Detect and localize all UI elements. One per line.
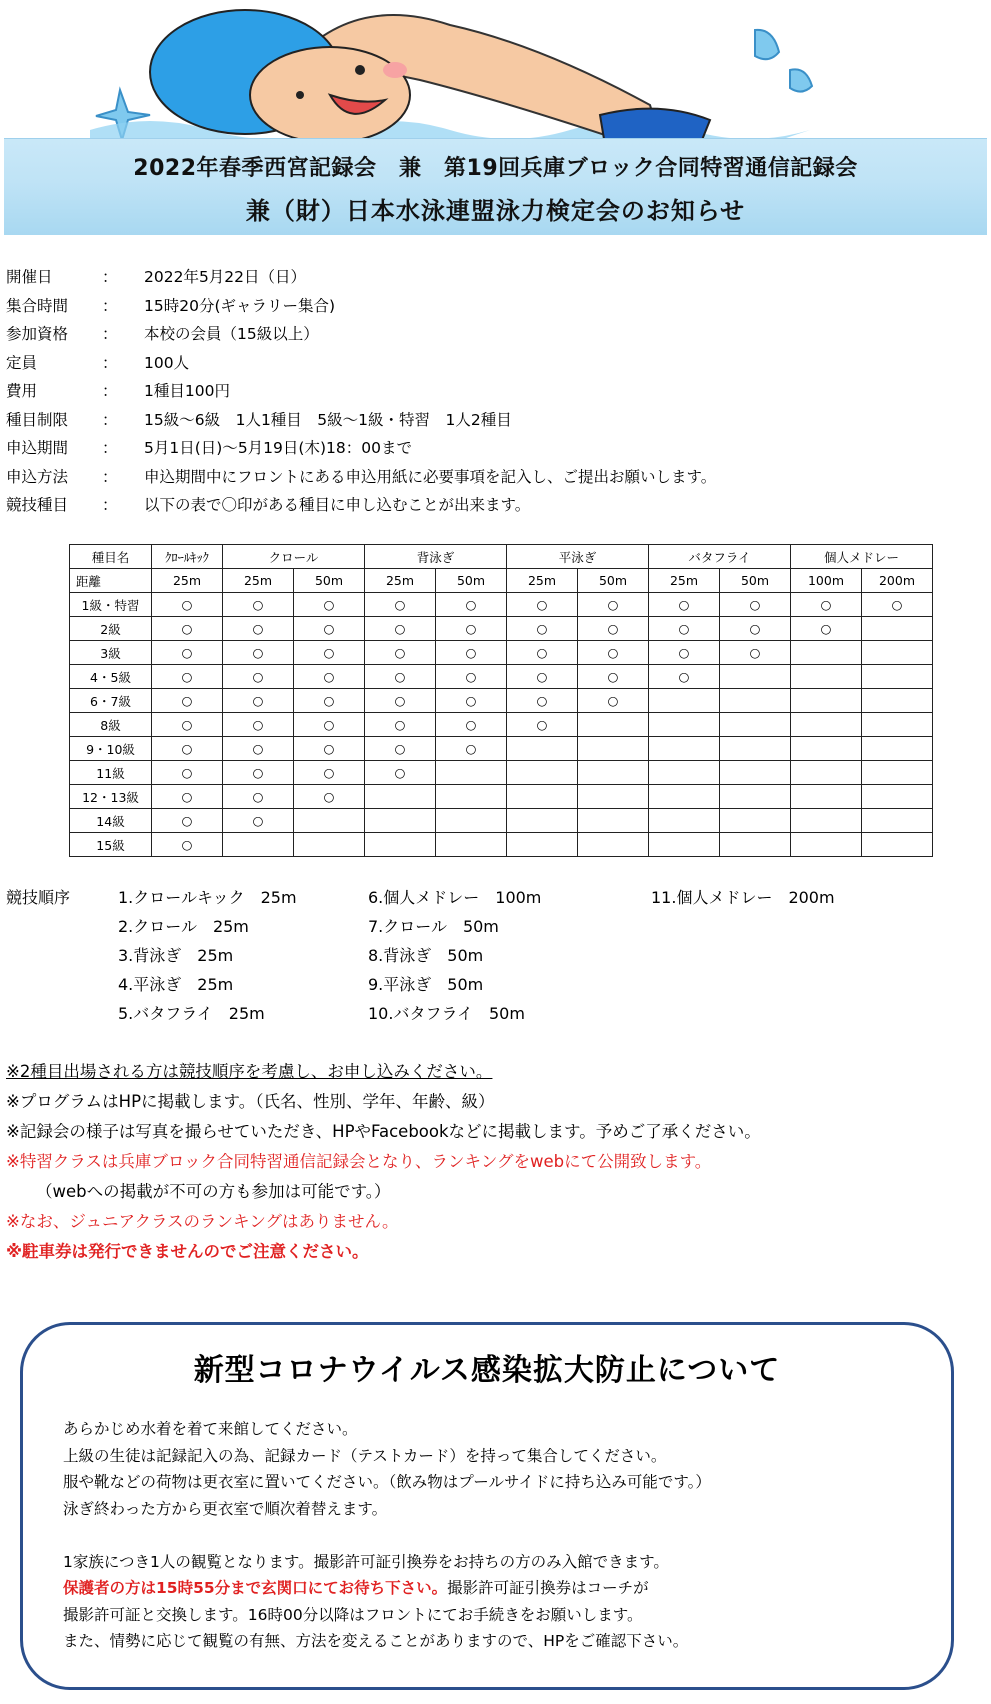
mark-cell: ○ [223,713,294,737]
note-line [6,1178,761,1208]
order-column-3 [651,885,835,914]
info-value: 以下の表で〇印がある種目に申し込むことが出来ます。 [144,496,531,515]
mark-cell [365,809,436,833]
mark-cell [720,785,791,809]
mark-cell [862,641,933,665]
mark-cell [507,761,578,785]
mark-cell: ○ [294,785,365,809]
info-key: 定員 [6,353,38,372]
mark-cell: ○ [152,785,223,809]
stroke-header: クロール [223,545,365,569]
covid-line-rest: 撮影許可証引換券はコーチが [447,1579,649,1597]
note-line [6,1148,761,1178]
info-row [6,433,716,462]
mark-cell [649,737,720,761]
mark-cell [720,809,791,833]
mark-cell [649,713,720,737]
mark-cell: ○ [152,737,223,761]
info-value: 申込期間中にフロントにある申込用紙に必要事項を記入し、ご提出お願いします。 [144,467,717,486]
mark-cell [649,833,720,857]
grade-cell: 14級 [70,809,152,833]
info-row [6,405,716,434]
distance-header: 25m [507,569,578,593]
note-line [6,1208,761,1238]
mark-cell: ○ [436,713,507,737]
mark-cell [649,689,720,713]
info-colon: ： [102,410,118,429]
mark-cell [578,761,649,785]
mark-cell: ○ [294,761,365,785]
mark-cell: ○ [223,809,294,833]
mark-cell: ○ [294,617,365,641]
info-row [6,319,716,348]
info-value: 15級～6級 1人1種目 5級～1級・特習 1人2種目 [144,410,512,429]
mark-cell: ○ [507,689,578,713]
mark-cell: ○ [365,689,436,713]
mark-cell [578,713,649,737]
order-label: 競技順序 [6,888,71,907]
mark-cell: ○ [649,617,720,641]
notes-list [6,1058,761,1268]
mark-cell [862,833,933,857]
mark-cell: ○ [436,593,507,617]
table-row [70,665,933,689]
mark-cell: ○ [294,641,365,665]
mark-cell: ○ [365,593,436,617]
mark-cell: ○ [223,785,294,809]
table-row [70,737,933,761]
distance-header: 50m [294,569,365,593]
mark-cell: ○ [578,593,649,617]
mark-cell [436,833,507,857]
mark-cell: ○ [365,737,436,761]
order-item: 2.クロール 25m [118,917,249,936]
mark-cell [791,833,862,857]
stroke-header: 背泳ぎ [365,545,507,569]
table-row [70,689,933,713]
mark-cell [791,713,862,737]
mark-cell [862,617,933,641]
info-value: 1種目100円 [144,382,230,401]
note-line [6,1058,761,1088]
note-text: （webへの掲載が不可の方も参加は可能です。） [36,1182,391,1201]
mark-cell [862,665,933,689]
mark-cell: ○ [365,641,436,665]
order-item: 11.個人メドレー 200m [651,888,835,907]
info-value: 15時20分(ギャラリー集合) [144,296,336,315]
mark-cell [791,785,862,809]
distance-header: 25m [152,569,223,593]
info-row [6,462,716,491]
order-item: 9.平泳ぎ 50m [368,975,484,994]
info-row [6,490,716,519]
mark-cell: ○ [649,665,720,689]
mark-cell: ○ [507,593,578,617]
mark-cell [720,737,791,761]
title-banner [4,138,987,235]
mark-cell: ○ [578,689,649,713]
mark-cell [791,689,862,713]
mark-cell [720,713,791,737]
info-key: 集合時間 [6,296,69,315]
distance-header: 25m [649,569,720,593]
mark-cell [649,761,720,785]
mark-cell [436,785,507,809]
note-text: ※駐車券は発行できませんのでご注意ください。 [6,1242,369,1261]
mark-cell: ○ [152,617,223,641]
mark-cell [365,785,436,809]
order-item: 4.平泳ぎ 25m [118,975,234,994]
info-colon: ： [102,268,118,287]
mark-cell: ○ [294,593,365,617]
grade-cell: 3級 [70,641,152,665]
stroke-header: 平泳ぎ [507,545,649,569]
mark-cell: ○ [862,593,933,617]
mark-cell [862,785,933,809]
mark-cell: ○ [152,713,223,737]
mark-cell [436,809,507,833]
mark-cell: ○ [365,617,436,641]
mark-cell [720,833,791,857]
stroke-header: バタフライ [649,545,791,569]
mark-cell: ○ [436,737,507,761]
mark-cell: ○ [152,809,223,833]
mark-cell: ○ [294,737,365,761]
table-row [70,833,933,857]
info-value: 本校の会員（15級以上） [144,325,319,344]
covid-line: 撮影許可証と交換します。16時00分以降はフロントにてお手続きをお願いします。 [63,1605,643,1624]
table-row [70,809,933,833]
grade-cell: 15級 [70,833,152,857]
mark-cell: ○ [223,761,294,785]
info-value: 100人 [144,353,190,372]
mark-cell: ○ [436,641,507,665]
mark-cell: ○ [791,593,862,617]
order-item: 1.クロールキック 25m [118,888,297,907]
mark-cell: ○ [294,689,365,713]
distance-header: 25m [365,569,436,593]
table-row [70,617,933,641]
mark-cell: ○ [223,593,294,617]
order-item: 5.バタフライ 25m [118,1004,265,1023]
mark-cell [649,809,720,833]
distance-header: 100m [791,569,862,593]
table-row [70,641,933,665]
distance-header: 50m [720,569,791,593]
info-key: 申込方法 [6,467,69,486]
info-key: 費用 [6,382,38,401]
covid-line: あらかじめ水着を着て来館してください。 [63,1420,358,1438]
table-row [70,785,933,809]
mark-cell: ○ [294,713,365,737]
note-line [6,1088,761,1118]
mark-cell [436,761,507,785]
splash-right-icon [755,30,812,92]
info-colon: ： [102,439,118,458]
distance-header: 50m [436,569,507,593]
mark-cell: ○ [223,665,294,689]
mark-cell [862,737,933,761]
table-row [70,713,933,737]
grade-cell: 1級・特習 [70,593,152,617]
title-line-1: 2022年春季西宮記録会 兼 第19回兵庫ブロック合同特習通信記録会 [133,156,858,181]
mark-cell: ○ [578,617,649,641]
table-row [70,593,933,617]
mark-cell: ○ [649,641,720,665]
mark-cell [791,641,862,665]
note-text: ※特習クラスは兵庫ブロック合同特習通信記録会となり、ランキングをwebにて公開致します。 [6,1152,712,1171]
grade-cell: 4・5級 [70,665,152,689]
order-item: 10.バタフライ 50m [368,1004,525,1023]
mark-cell [223,833,294,857]
distance-header: 200m [862,569,933,593]
stroke-header: ｸﾛｰﾙｷｯｸ [152,545,223,569]
note-text: ※なお、ジュニアクラスのランキングはありません。 [6,1212,399,1231]
mark-cell: ○ [507,665,578,689]
mark-cell [507,785,578,809]
mark-cell: ○ [223,737,294,761]
order-column-2 [368,885,541,1030]
order-column-1 [118,885,297,1030]
mark-cell: ○ [507,617,578,641]
mark-cell [578,809,649,833]
covid-line: 泳ぎ終わった方から更衣室で順次着替えます。 [63,1499,388,1518]
covid-red-text: 保護者の方は15時55分まで玄関口にてお待ち下さい。 [63,1579,448,1597]
mark-cell: ○ [365,713,436,737]
info-row [6,262,716,291]
mark-cell [507,809,578,833]
info-key: 開催日 [6,268,53,287]
covid-line: 上級の生徒は記録記入の為、記録カード（テストカード）を持って集合してください。 [63,1446,667,1465]
covid-body [63,1417,711,1656]
mark-cell: ○ [152,689,223,713]
note-text: ※2種目出場される方は競技順序を考慮し、お申し込みください。 [6,1062,493,1081]
info-key: 申込期間 [6,439,69,458]
distance-header: 50m [578,569,649,593]
note-line [6,1118,761,1148]
info-row [6,348,716,377]
mark-cell: ○ [578,665,649,689]
note-text: ※プログラムはHPに掲載します。（氏名、性別、学年、年齢、級） [6,1092,495,1111]
info-colon: ： [102,382,118,401]
mark-cell: ○ [649,593,720,617]
note-line [6,1238,761,1268]
mark-cell [791,809,862,833]
grade-cell: 6・7級 [70,689,152,713]
grade-cell: 12・13級 [70,785,152,809]
info-key: 競技種目 [6,496,69,515]
mark-cell [862,713,933,737]
event-info-list [6,262,716,519]
mark-cell: ○ [791,617,862,641]
mark-cell: ○ [365,665,436,689]
mark-cell: ○ [436,665,507,689]
order-item: 8.背泳ぎ 50m [368,946,484,965]
mark-cell [507,737,578,761]
info-colon: ： [102,296,118,315]
info-colon: ： [102,467,118,486]
mark-cell [578,737,649,761]
info-value: 2022年5月22日（日） [144,268,307,287]
mark-cell: ○ [578,641,649,665]
mark-cell [862,761,933,785]
mark-cell: ○ [223,617,294,641]
swimmer-illustration [0,0,991,160]
mark-cell: ○ [152,833,223,857]
mark-cell [720,665,791,689]
order-item: 7.クロール 50m [368,917,499,936]
covid-line: また、情勢に応じて観覧の有無、方法を変えることがありますので、HPをご確認下さい。 [63,1632,689,1650]
grade-cell: 2級 [70,617,152,641]
mark-cell [862,809,933,833]
distance-label: 距離 [70,569,152,593]
grade-cell: 9・10級 [70,737,152,761]
mark-cell: ○ [507,713,578,737]
mark-cell [791,737,862,761]
mark-cell: ○ [507,641,578,665]
mark-cell: ○ [152,761,223,785]
covid-line: 服や靴などの荷物は更衣室に置いてください。（飲み物はプールサイドに持ち込み可能です。） [63,1473,711,1491]
info-value: 5月1日(日)～5月19日(木)18：00まで [144,439,412,458]
mark-cell: ○ [152,593,223,617]
order-item: 3.背泳ぎ 25m [118,946,234,965]
note-text: ※記録会の様子は写真を撮らせていただき、HPやFacebookなどに掲載します。予めご了承ください。 [6,1122,761,1141]
mark-cell [294,833,365,857]
mark-cell [791,761,862,785]
mark-cell [649,785,720,809]
grade-cell: 8級 [70,713,152,737]
mark-cell: ○ [720,617,791,641]
info-row [6,291,716,320]
covid-line: 1家族につき1人の観覧となります。撮影許可証引換券をお持ちの方のみ入館できます。 [63,1552,669,1571]
grade-cell: 11級 [70,761,152,785]
mark-cell: ○ [436,617,507,641]
mark-cell: ○ [223,641,294,665]
mark-cell [507,833,578,857]
mark-cell: ○ [223,689,294,713]
covid-notice-box [20,1322,954,1690]
title-line-2: 兼（財）日本水泳連盟泳力検定会のお知らせ [245,197,746,225]
table-row [70,761,933,785]
mark-cell: ○ [720,593,791,617]
info-colon: ： [102,496,118,515]
stroke-header: 個人メドレー [791,545,933,569]
mark-cell: ○ [365,761,436,785]
order-item: 6.個人メドレー 100m [368,888,542,907]
covid-line [63,1576,711,1603]
mark-cell [294,809,365,833]
covid-line [63,1523,711,1550]
mark-cell [578,833,649,857]
mark-cell: ○ [720,641,791,665]
mark-cell: ○ [294,665,365,689]
eligibility-table [69,544,933,857]
info-colon: ： [102,325,118,344]
covid-title: 新型コロナウイルス感染拡大防止について [193,1353,781,1388]
mark-cell: ○ [152,665,223,689]
info-key: 参加資格 [6,325,69,344]
mark-cell [791,665,862,689]
mark-cell [365,833,436,857]
mark-cell [720,689,791,713]
mark-cell [720,761,791,785]
mark-cell [862,689,933,713]
mark-cell: ○ [436,689,507,713]
distance-header: 25m [223,569,294,593]
table-header-label: 種目名 [70,545,152,569]
info-row [6,376,716,405]
mark-cell [578,785,649,809]
info-key: 種目制限 [6,410,69,429]
info-colon: ： [102,353,118,372]
mark-cell: ○ [152,641,223,665]
